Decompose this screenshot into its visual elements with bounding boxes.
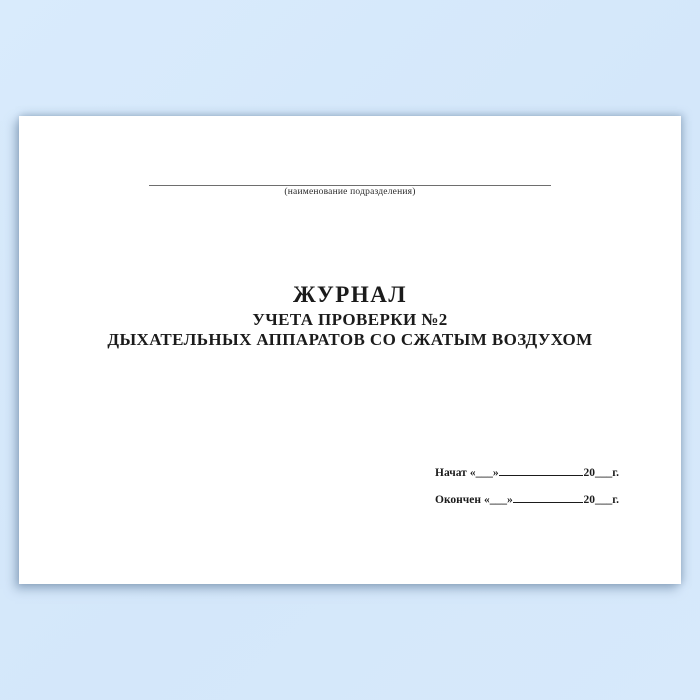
journal-cover-page — [19, 116, 681, 584]
journal-title-line1: ЖУРНАЛ — [293, 282, 407, 307]
finished-day-blank: «___» — [484, 494, 513, 506]
finished-label: Окончен — [435, 494, 482, 506]
started-fill-line — [499, 464, 584, 476]
started-row — [435, 464, 619, 479]
started-year-suffix: 20___г. — [583, 467, 619, 479]
department-name-block — [149, 178, 551, 197]
started-label: Начат — [435, 467, 467, 479]
finished-row — [435, 491, 619, 506]
journal-title-block — [19, 282, 681, 350]
department-name-blank-line — [149, 178, 551, 186]
finished-year-suffix: 20___г. — [583, 494, 619, 506]
dates-block — [435, 464, 619, 518]
department-name-caption: (наименование подразделения) — [284, 187, 416, 197]
started-day-blank: «___» — [469, 467, 499, 479]
finished-fill-line — [513, 491, 584, 503]
journal-title-line2: УЧЕТА ПРОВЕРКИ №2 — [252, 310, 448, 329]
journal-title-line3: ДЫХАТЕЛЬНЫХ АППАРАТОВ СО СЖАТЫМ ВОЗДУХОМ — [107, 330, 593, 349]
